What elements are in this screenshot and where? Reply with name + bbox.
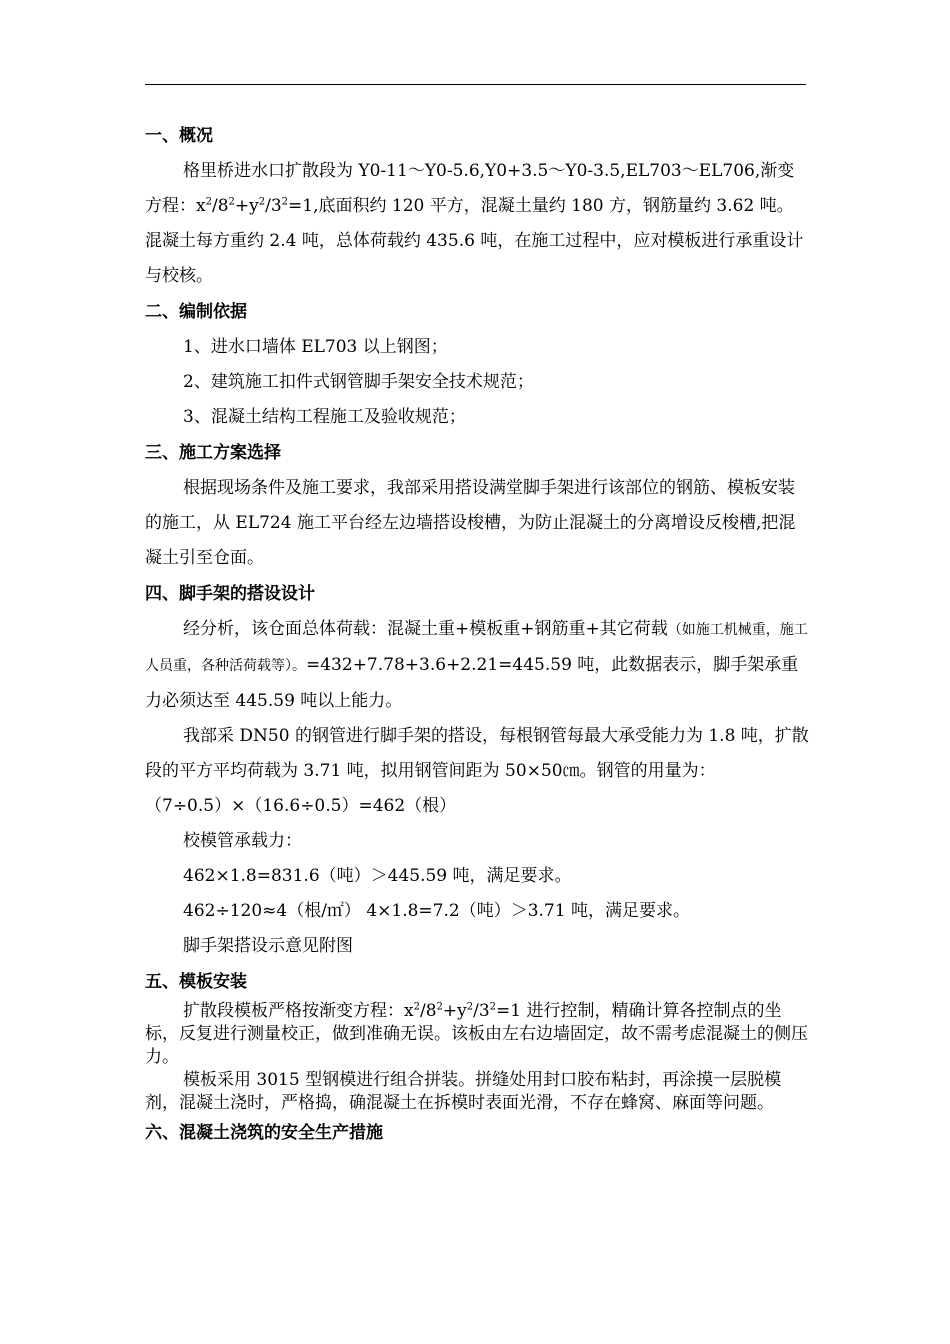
- attachment-note: 脚手架搭设示意见附图: [183, 936, 353, 956]
- section-heading-2: 二、编制依据: [145, 302, 247, 322]
- section-heading-6: 六、混凝土浇筑的安全生产措施: [145, 1123, 383, 1143]
- load-analysis-paragraph: 经分析，该仓面总体荷载：混凝土重+模板重+钢筋重+其它荷载（如施工机械重，施工人员重，各种活荷载等）。=432+7.78+3.6+2.21=445.59 吨，此数据表示，脚手架承重力必须达至 445.59 吨以上能力。: [145, 619, 808, 711]
- basis-item: 3、混凝土结构工程施工及验收规范；: [183, 407, 466, 427]
- section-heading-4: 四、脚手架的搭设设计: [145, 584, 315, 604]
- basis-item: 2、建筑施工扣件式钢管脚手架安全技术规范；: [183, 372, 534, 392]
- formwork-paragraph-1: 扩散段模板严格按渐变方程：$x^2/8^2+y^2/3^2=1$ 进行控制，精确计算各控制点的坐标，反复进行测量校正，做到准确无误。该板由左右边墙固定，故不需考虑混凝土的侧压力。: [145, 1001, 808, 1067]
- scheme-paragraph: 根据现场条件及施工要求，我部采用搭设满堂脚手架进行该部位的钢筋、模板安装的施工，从 EL724 施工平台经左边墙搭设梭槽，为防止混凝土的分离增设反梭槽,把混凝土引至仓面。: [145, 478, 796, 568]
- header-rule: [145, 84, 806, 85]
- basis-item: 1、进水口墙体 EL703 以上钢图；: [183, 337, 448, 357]
- section-heading-5: 五、模板安装: [145, 972, 247, 992]
- formwork-paragraph-2: 模板采用 3015 型钢模进行组合拼装。拼缝处用封口胶布粘封，再涂摸一层脱模剂，混凝土浇时，严格捣，确混凝土在拆模时表面光滑，不存在蜂窝、麻面等问题。: [145, 1070, 782, 1113]
- steel-pipe-paragraph: 我部采 DN50 的钢管进行脚手架的搭设，每根钢管每最大承受能力为 1.8 吨，扩散段的平方平均荷载为 3.71 吨，拟用钢管间距为 50×50㎝。钢管的用量为：: [145, 726, 809, 781]
- check-line-1: 462×1.8=831.6（吨）＞445.59 吨，满足要求。: [183, 866, 572, 886]
- section-heading-1: 一、概况: [145, 126, 213, 146]
- section-heading-3: 三、施工方案选择: [145, 443, 281, 463]
- check-line-2: 462÷120≈4（根/㎡） 4×1.8=7.2（吨）＞3.71 吨，满足要求。: [183, 901, 690, 921]
- check-title: 校模管承载力：: [183, 831, 302, 851]
- document-body: [145, 118, 810, 1151]
- overview-paragraph: 格里桥进水口扩散段为 Y0-11～Y0-5.6,Y0+3.5～Y0-3.5,EL703～EL706,渐变方程：$x^2/8^2+y^2/3^2=1$,底面积约 120 平方，混凝土量约 180 方，钢筋量约 3.62 吨。混凝土每方重约 2.4 吨，总体荷载约 435.6 吨，在施工过程中，应对模板进行承重设计与校核。: [145, 161, 804, 286]
- pipe-quantity-formula: （7÷0.5）×（16.6÷0.5）=462（根）: [145, 796, 457, 816]
